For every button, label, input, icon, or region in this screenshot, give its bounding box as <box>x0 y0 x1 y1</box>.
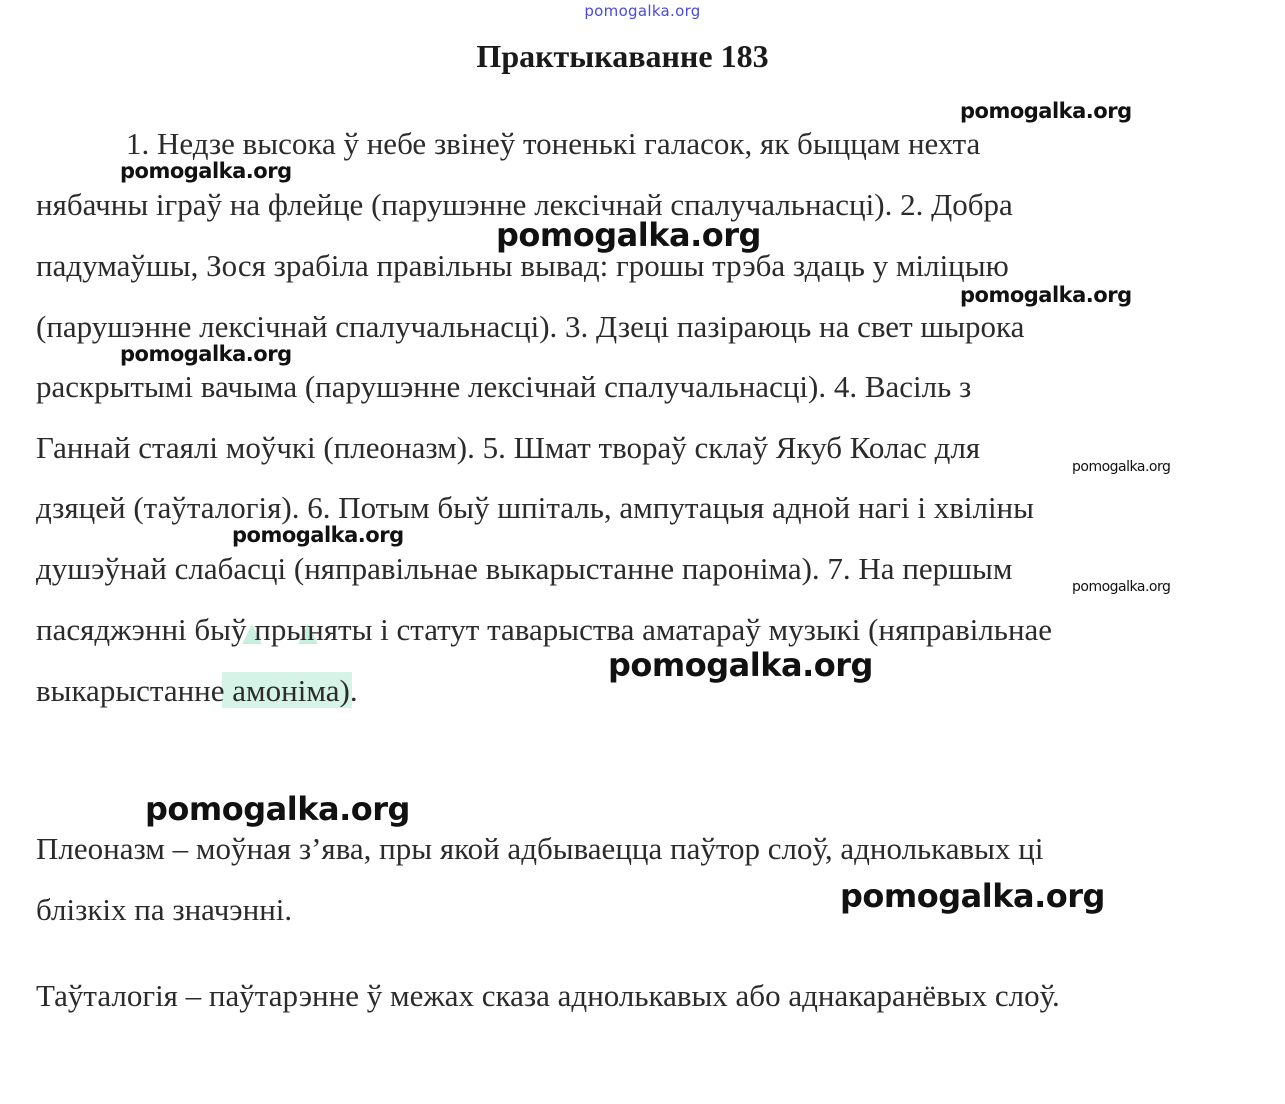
watermark: pomogalka.org <box>1072 579 1171 595</box>
watermark: pomogalka.org <box>120 342 292 366</box>
header-site-link[interactable]: pomogalka.org <box>584 2 701 20</box>
paragraph-line: раскрытымі вачыма (парушэнне лексічнай спалучальнасці). 4. Васіль з <box>36 369 972 404</box>
watermark: pomogalka.org <box>120 159 292 183</box>
watermark: pomogalka.org <box>145 790 410 828</box>
paragraph-line: пасяджэнні быў прыняты і статут таварыства аматараў музыкі (няправільнае <box>36 612 1053 647</box>
pleonasm-definition-line: блізкіх па значэнні. <box>36 892 293 927</box>
watermark: pomogalka.org <box>960 283 1132 307</box>
paragraph-line: душэўнай слабасці (няправільнае выкарыстанне пароніма). 7. На першым <box>36 551 1013 586</box>
watermark: pomogalka.org <box>1072 459 1171 475</box>
paragraph-line: 1. Недзе высока ў небе звінеў тоненькі галасок, як быццам нехта <box>126 126 981 161</box>
watermark: pomogalka.org <box>232 523 404 547</box>
watermark: pomogalka.org <box>960 99 1132 123</box>
pleonasm-definition-line: Плеоназм – моўная з’ява, пры якой адбываецца паўтор слоў, аднолькавых ці <box>36 831 1044 866</box>
paragraph-line: падумаўшы, Зося зрабіла правільны вывад: грошы трэба здаць у міліцыю <box>36 248 1009 283</box>
watermark: pomogalka.org <box>608 646 873 684</box>
tautology-definition: Таўталогія – паўтарэнне ў межах сказа аднолькавых або аднакаранёвых слоў. <box>36 978 1060 1013</box>
page-title: Практыкаванне 183 <box>476 38 769 74</box>
paragraph-line: Ганнай стаялі моўчкі (плеоназм). 5. Шмат твораў склаў Якуб Колас для <box>36 430 981 465</box>
paragraph-line: дзяцей (таўталогія). 6. Потым быў шпіталь, ампутацыя адной нагі і хвіліны <box>36 490 1034 525</box>
paragraph-line: (парушэнне лексічнай спалучальнасці). 3. Дзеці пазіраюць на свет шырока <box>36 309 1025 344</box>
watermark: pomogalka.org <box>840 877 1105 915</box>
paragraph-line: нябачны іграў на флейце (парушэнне лексічнай спалучальнасці). 2. Добра <box>36 187 1013 222</box>
watermark: pomogalka.org <box>496 216 761 254</box>
paragraph-line: выкарыстанне амоніма). <box>36 673 358 708</box>
